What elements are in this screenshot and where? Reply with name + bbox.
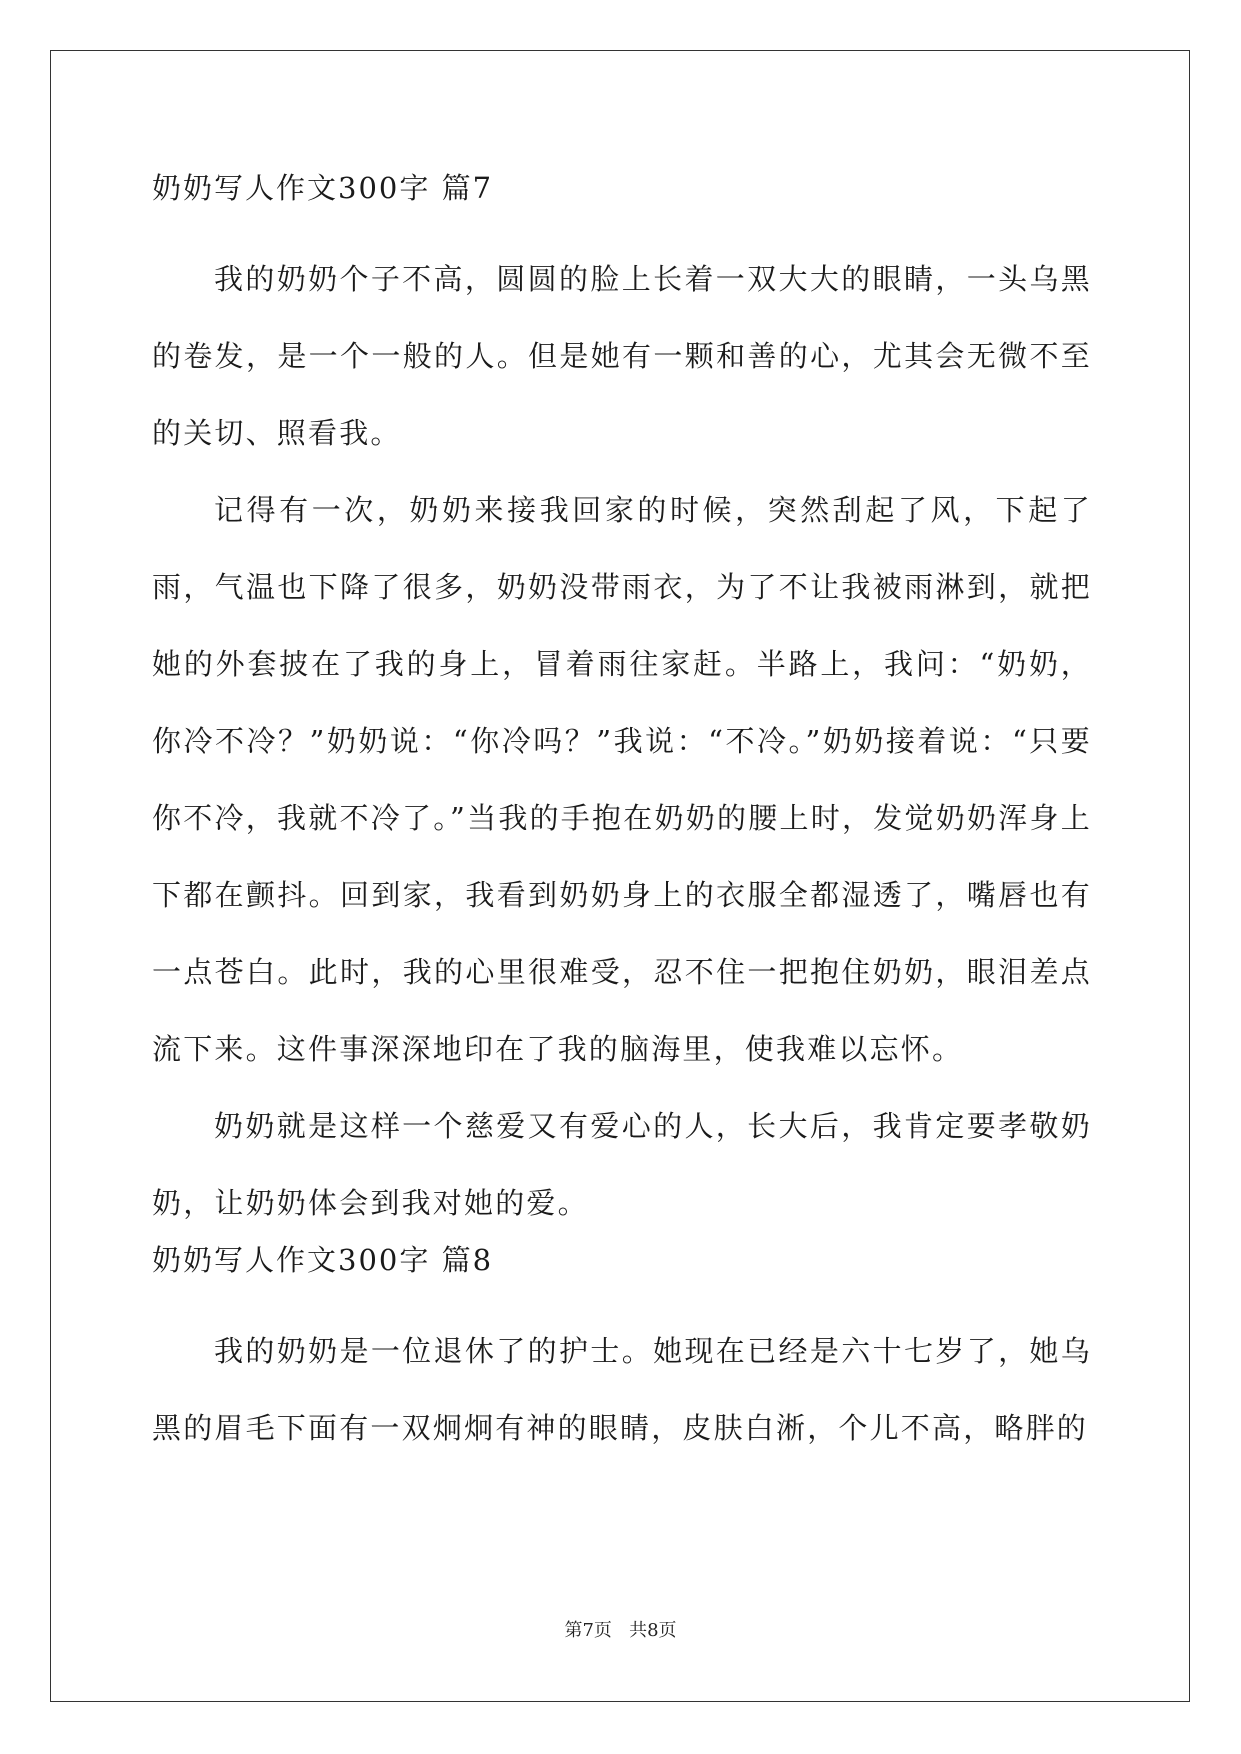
paragraph: 奶奶就是这样一个慈爱又有爱心的人，长大后，我肯定要孝敬奶奶，让奶奶体会到我对她的爱。	[152, 1109, 1092, 1220]
paragraph: 记得有一次，奶奶来接我回家的时候，突然刮起了风，下起了雨，气温也下降了很多，奶奶没带雨衣，为了不让我被雨淋到，就把她的外套披在了我的身上，冒着雨往家赶。半路上，我问：“奶奶，你冷不冷？”奶奶说：“你冷吗？”我说：“不冷。”奶奶接着说：“只要你不冷，我就不冷了。”当我的手抱在奶奶的腰上时，发觉奶奶浑身上下都在颤抖。回到家，我看到奶奶身上的衣服全都湿透了，嘴唇也有一点苍白。此时，我的心里很难受，忍不住一把抱住奶奶，眼泪差点流下来。这件事深深地印在了我的脑海里，使我难以忘怀。	[152, 493, 1092, 1066]
document-body	[152, 164, 1092, 1467]
section-title-7: 奶奶写人作文300字 篇7	[152, 171, 494, 205]
paragraph: 我的奶奶是一位退休了的护士。她现在已经是六十七岁了，她乌黑的眉毛下面有一双炯炯有神的眼睛，皮肤白淅，个儿不高，略胖的	[152, 1334, 1092, 1445]
paragraph: 我的奶奶个子不高，圆圆的脸上长着一双大大的眼睛，一头乌黑的卷发，是一个一般的人。但是她有一颗和善的心，尤其会无微不至的关切、照看我。	[152, 262, 1092, 450]
page-number-footer: 第7页 共8页	[564, 1620, 677, 1641]
section-title-8: 奶奶写人作文300字 篇8	[152, 1243, 494, 1277]
